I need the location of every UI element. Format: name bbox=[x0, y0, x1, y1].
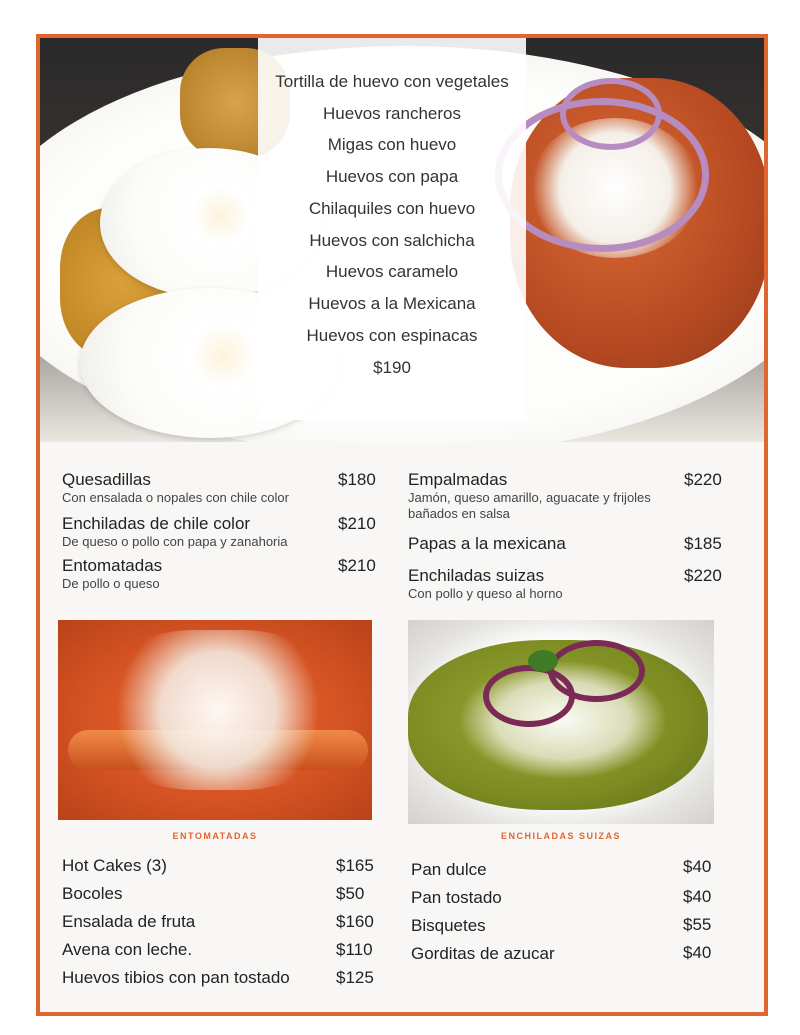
enchiladas-suizas-photo bbox=[408, 620, 714, 824]
menu-item bbox=[408, 534, 732, 554]
entomatadas-photo bbox=[58, 620, 372, 820]
menu-item bbox=[408, 470, 732, 522]
item-description: De queso o pollo con papa y zanahoria bbox=[62, 534, 288, 549]
breakfast-item: Huevos con espinacas bbox=[306, 325, 478, 345]
menu-item bbox=[62, 940, 384, 960]
item-name: Bisquetes bbox=[411, 916, 486, 935]
menu-item bbox=[411, 916, 733, 936]
item-description: Con pollo y queso al horno bbox=[408, 586, 563, 601]
item-price: $185 bbox=[684, 534, 722, 553]
photo-caption-enchiladas-suizas: ENCHILADAS SUIZAS bbox=[500, 831, 621, 841]
item-name: Enchiladas de chile color bbox=[62, 514, 251, 533]
menu-item bbox=[62, 884, 384, 904]
item-price: $125 bbox=[336, 968, 374, 987]
menu-item bbox=[62, 514, 384, 550]
menu-item bbox=[408, 566, 732, 602]
item-price: $40 bbox=[683, 857, 712, 876]
item-name: Pan tostado bbox=[411, 888, 502, 907]
item-name: Bocoles bbox=[62, 884, 123, 903]
menu-item bbox=[62, 912, 384, 932]
item-name: Quesadillas bbox=[62, 470, 151, 489]
menu-item bbox=[62, 856, 384, 876]
item-name: Avena con leche. bbox=[62, 940, 193, 959]
item-price: $165 bbox=[336, 856, 374, 875]
item-name: Huevos tibios con pan tostado bbox=[62, 968, 290, 987]
item-price: $210 bbox=[338, 556, 376, 575]
menu-item bbox=[411, 888, 733, 908]
menu-item bbox=[62, 470, 384, 506]
onion-ring bbox=[548, 640, 645, 702]
item-description: De pollo o queso bbox=[62, 576, 160, 591]
breakfast-item: Chilaquiles con huevo bbox=[308, 198, 476, 218]
breakfast-list bbox=[258, 66, 526, 384]
photo-caption-entomatadas: ENTOMATADAS bbox=[172, 831, 258, 841]
item-price: $160 bbox=[336, 912, 374, 931]
breakfast-item: Migas con huevo bbox=[327, 135, 457, 155]
breakfast-item: Tortilla de huevo con vegetales bbox=[275, 72, 509, 91]
item-price: $40 bbox=[683, 887, 712, 906]
menu-frame bbox=[36, 34, 768, 1016]
cilantro-leaf bbox=[528, 650, 558, 672]
item-name: Pan dulce bbox=[411, 860, 487, 879]
menu-item bbox=[411, 857, 733, 880]
item-price: $220 bbox=[684, 470, 722, 489]
menu-item bbox=[411, 944, 733, 964]
breakfast-item: Huevos rancheros bbox=[323, 103, 461, 123]
item-name: Ensalada de fruta bbox=[62, 912, 196, 931]
menu-item bbox=[62, 556, 384, 592]
item-price: $110 bbox=[336, 940, 373, 959]
item-description: Con ensalada o nopales con chile color bbox=[62, 490, 289, 505]
item-name: Gorditas de azucar bbox=[411, 944, 555, 963]
item-price: $40 bbox=[683, 943, 712, 962]
breakfast-item: Huevos con salchicha bbox=[309, 230, 475, 250]
item-name: Papas a la mexicana bbox=[408, 534, 566, 553]
breakfast-price: $190 bbox=[373, 358, 411, 378]
item-name: Empalmadas bbox=[408, 470, 508, 489]
item-description: Jamón, queso amarillo, aguacate y frijoles bañados en salsa bbox=[408, 490, 651, 521]
item-name: Entomatadas bbox=[62, 556, 163, 575]
onion-ring bbox=[560, 78, 662, 150]
breakfast-item: Huevos a la Mexicana bbox=[308, 293, 476, 313]
item-price: $180 bbox=[338, 470, 376, 489]
crumbled-cheese bbox=[98, 630, 338, 790]
breakfast-item: Huevos con papa bbox=[325, 167, 459, 187]
item-name: Hot Cakes (3) bbox=[62, 856, 167, 875]
item-price: $220 bbox=[684, 566, 722, 585]
menu-item bbox=[62, 968, 384, 988]
item-name: Enchiladas suizas bbox=[408, 566, 545, 585]
item-price: $210 bbox=[338, 514, 376, 533]
breakfast-item: Huevos caramelo bbox=[325, 262, 459, 282]
item-price: $50 bbox=[336, 884, 365, 903]
item-price: $55 bbox=[683, 915, 712, 934]
